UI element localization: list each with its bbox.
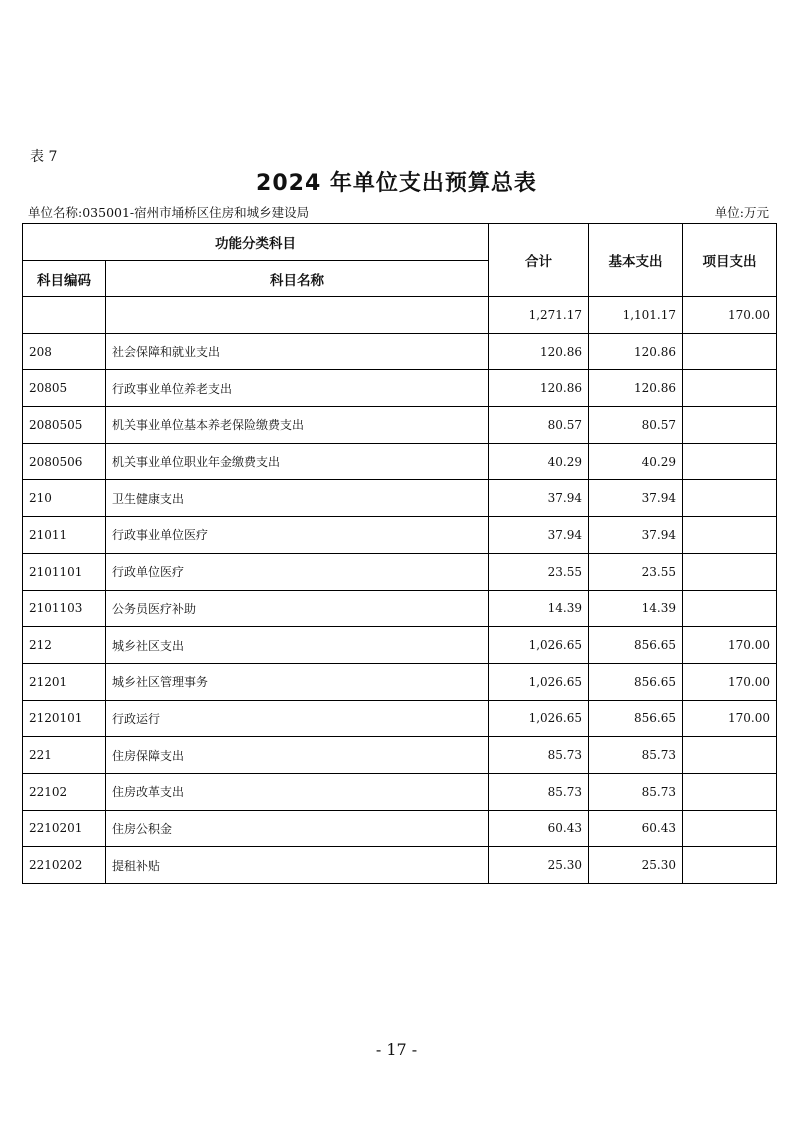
cell-project [683,370,777,407]
cell-total: 60.43 [489,810,589,847]
cell-project [683,333,777,370]
cell-project [683,480,777,517]
cell-total: 1,026.65 [489,663,589,700]
table-body [23,297,777,884]
cell-name [106,297,489,334]
cell-project: 170.00 [683,700,777,737]
cell-name: 机关事业单位基本养老保险缴费支出 [106,407,489,444]
cell-basic: 25.30 [589,847,683,884]
cell-total: 23.55 [489,553,589,590]
cell-code: 2080506 [23,443,106,480]
cell-name: 公务员医疗补助 [106,590,489,627]
col-header-total: 合计 [489,224,589,297]
cell-total: 14.39 [489,590,589,627]
cell-name: 住房保障支出 [106,737,489,774]
cell-project [683,407,777,444]
cell-basic: 85.73 [589,773,683,810]
cell-name: 城乡社区管理事务 [106,663,489,700]
cell-basic: 37.94 [589,517,683,554]
cell-basic: 14.39 [589,590,683,627]
cell-name: 行政事业单位医疗 [106,517,489,554]
cell-name: 城乡社区支出 [106,627,489,664]
cell-code [23,297,106,334]
cell-basic: 40.29 [589,443,683,480]
cell-code: 22102 [23,773,106,810]
cell-project: 170.00 [683,297,777,334]
cell-project [683,443,777,480]
table-row [23,590,777,627]
cell-total: 37.94 [489,480,589,517]
cell-project: 170.00 [683,627,777,664]
table-row [23,810,777,847]
cell-code: 21201 [23,663,106,700]
table-row [23,627,777,664]
cell-total: 1,271.17 [489,297,589,334]
cell-total: 40.29 [489,443,589,480]
cell-basic: 856.65 [589,663,683,700]
table-row [23,443,777,480]
cell-code: 21011 [23,517,106,554]
cell-total: 37.94 [489,517,589,554]
cell-basic: 80.57 [589,407,683,444]
cell-project [683,590,777,627]
cell-name: 机关事业单位职业年金缴费支出 [106,443,489,480]
cell-total: 25.30 [489,847,589,884]
cell-total: 85.73 [489,737,589,774]
budget-table [22,223,777,884]
col-header-project: 项目支出 [683,224,777,297]
cell-basic: 85.73 [589,737,683,774]
table-row [23,407,777,444]
cell-code: 2210202 [23,847,106,884]
cell-project [683,847,777,884]
cell-project: 170.00 [683,663,777,700]
cell-basic: 60.43 [589,810,683,847]
cell-project [683,737,777,774]
table-row [23,553,777,590]
table-row [23,773,777,810]
cell-basic: 856.65 [589,627,683,664]
cell-name: 卫生健康支出 [106,480,489,517]
cell-project [683,810,777,847]
cell-code: 2101101 [23,553,106,590]
cell-name: 提租补贴 [106,847,489,884]
table-row [23,370,777,407]
table-row [23,297,777,334]
cell-total: 120.86 [489,370,589,407]
cell-basic: 1,101.17 [589,297,683,334]
table-row [23,333,777,370]
cell-name: 住房公积金 [106,810,489,847]
cell-name: 行政单位医疗 [106,553,489,590]
table-row [23,737,777,774]
cell-basic: 23.55 [589,553,683,590]
cell-basic: 856.65 [589,700,683,737]
cell-project [683,773,777,810]
cell-name: 行政运行 [106,700,489,737]
cell-project [683,517,777,554]
cell-code: 2101103 [23,590,106,627]
cell-name: 行政事业单位养老支出 [106,370,489,407]
cell-code: 2080505 [23,407,106,444]
cell-total: 1,026.65 [489,700,589,737]
cell-code: 221 [23,737,106,774]
cell-name: 住房改革支出 [106,773,489,810]
col-header-code: 科目编码 [23,261,106,297]
cell-code: 212 [23,627,106,664]
cell-basic: 37.94 [589,480,683,517]
unit-measure: 单位:万元 [714,205,769,220]
cell-total: 1,026.65 [489,627,589,664]
table-row [23,480,777,517]
cell-code: 20805 [23,370,106,407]
group-header: 功能分类科目 [23,224,489,261]
cell-code: 2120101 [23,700,106,737]
cell-project [683,553,777,590]
cell-total: 85.73 [489,773,589,810]
cell-code: 2210201 [23,810,106,847]
page-number: - 17 - [375,1040,418,1059]
table-row [23,847,777,884]
col-header-name: 科目名称 [106,261,489,297]
table-row [23,663,777,700]
cell-code: 208 [23,333,106,370]
cell-name: 社会保障和就业支出 [106,333,489,370]
table-row [23,517,777,554]
cell-basic: 120.86 [589,333,683,370]
cell-code: 210 [23,480,106,517]
unit-name: 单位名称:035001-宿州市埇桥区住房和城乡建设局 [28,205,310,220]
table-number: 表 7 [30,149,58,165]
cell-total: 120.86 [489,333,589,370]
cell-total: 80.57 [489,407,589,444]
page-title: 2024 年单位支出预算总表 [256,171,537,196]
cell-basic: 120.86 [589,370,683,407]
table-row [23,700,777,737]
col-header-basic: 基本支出 [589,224,683,297]
